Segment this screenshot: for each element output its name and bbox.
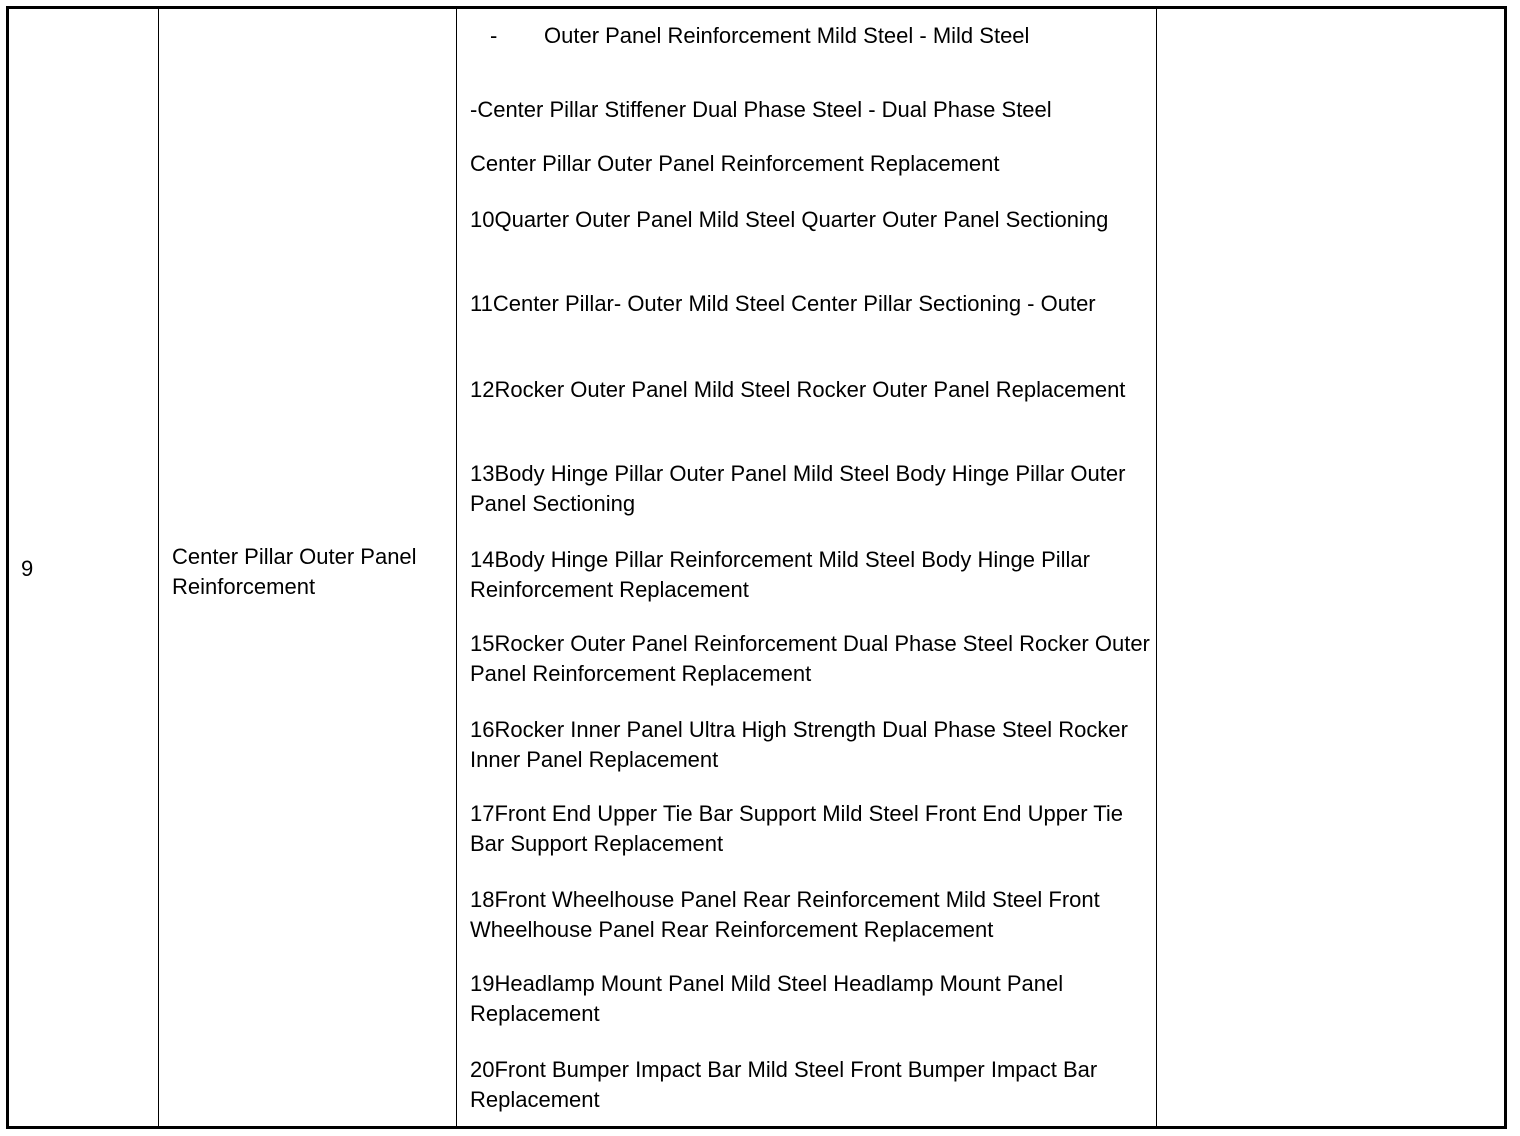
column-divider xyxy=(456,9,457,1126)
list-item: 19Headlamp Mount Panel Mild Steel Headlamp Mount Panel Replacement xyxy=(470,971,1064,1026)
list-item: 20Front Bumper Impact Bar Mild Steel Front Bumper Impact Bar Replacement xyxy=(470,1057,1098,1112)
list-item: 15Rocker Outer Panel Reinforcement Dual Phase Steel Rocker Outer Panel Reinforcement Replacement xyxy=(470,631,1150,686)
row-number: 9 xyxy=(21,556,34,581)
list-item: 12Rocker Outer Panel Mild Steel Rocker Outer Panel Replacement xyxy=(470,377,1126,402)
list-item: Center Pillar Outer Panel Reinforcement Replacement xyxy=(470,151,1000,176)
list-item: 11Center Pillar- Outer Mild Steel Center Pillar Sectioning - Outer xyxy=(470,291,1096,316)
list-item: 18Front Wheelhouse Panel Rear Reinforcement Mild Steel Front Wheelhouse Panel Rear Reinforcement Replacement xyxy=(470,887,1100,942)
list-item: 10Quarter Outer Panel Mild Steel Quarter Outer Panel Sectioning xyxy=(470,207,1109,232)
first-line xyxy=(490,21,1029,51)
parts-table xyxy=(6,6,1507,1129)
list-item: 16Rocker Inner Panel Ultra High Strength Dual Phase Steel Rocker Inner Panel Replacement xyxy=(470,717,1128,772)
list-item: 13Body Hinge Pillar Outer Panel Mild Steel Body Hinge Pillar Outer Panel Sectioning xyxy=(470,461,1126,516)
list-item: -Center Pillar Stiffener Dual Phase Steel - Dual Phase Steel xyxy=(470,97,1052,122)
list-item: 17Front End Upper Tie Bar Support Mild Steel Front End Upper Tie Bar Support Replacement xyxy=(470,801,1123,856)
column-divider xyxy=(158,9,159,1126)
part-name: Center Pillar Outer Panel Reinforcement xyxy=(172,544,417,599)
first-line-dash: - xyxy=(490,23,498,48)
column-divider xyxy=(1156,9,1157,1126)
first-line-text: Outer Panel Reinforcement Mild Steel - Mild Steel xyxy=(544,23,1030,48)
list-item: 14Body Hinge Pillar Reinforcement Mild Steel Body Hinge Pillar Reinforcement Replacement xyxy=(470,547,1090,602)
